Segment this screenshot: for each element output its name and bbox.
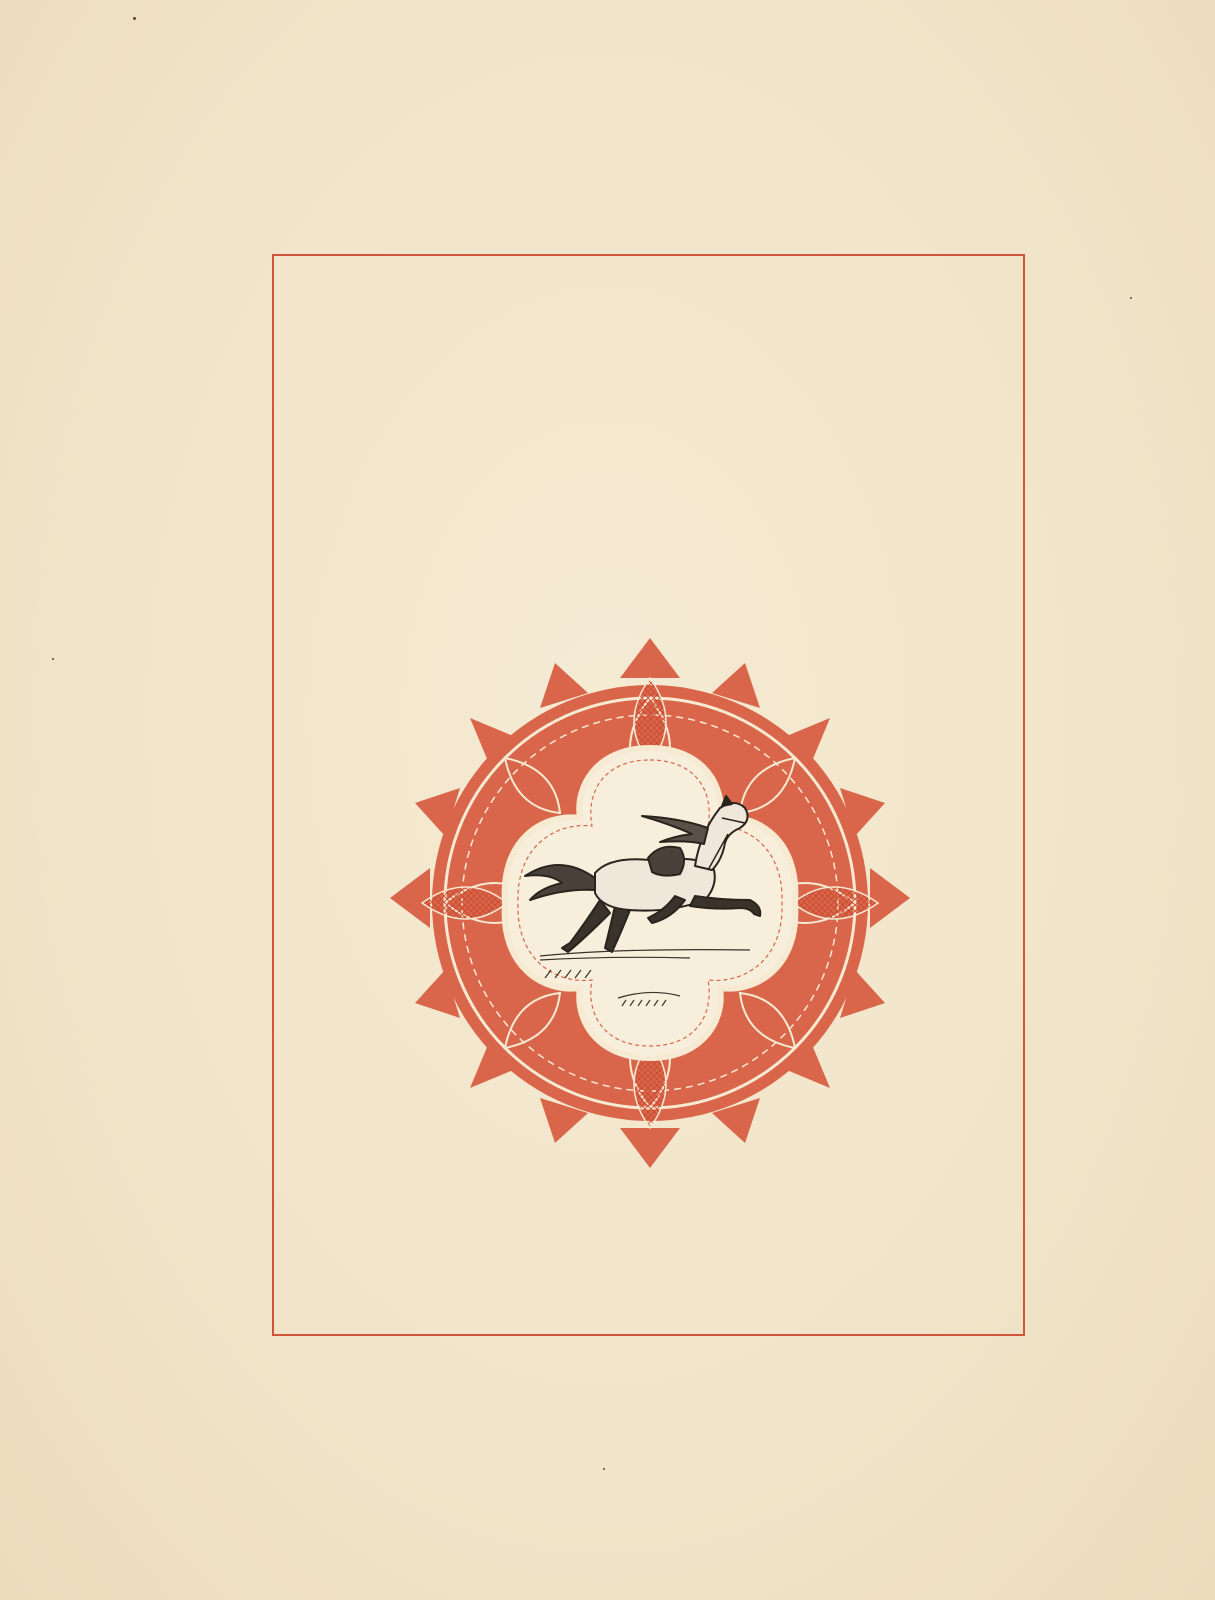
paper-speck [603,1468,605,1470]
paper-speck [133,17,136,20]
paper-speck [52,658,54,660]
horse-vignette-illustration [390,638,910,1168]
paper-speck [1130,297,1132,299]
